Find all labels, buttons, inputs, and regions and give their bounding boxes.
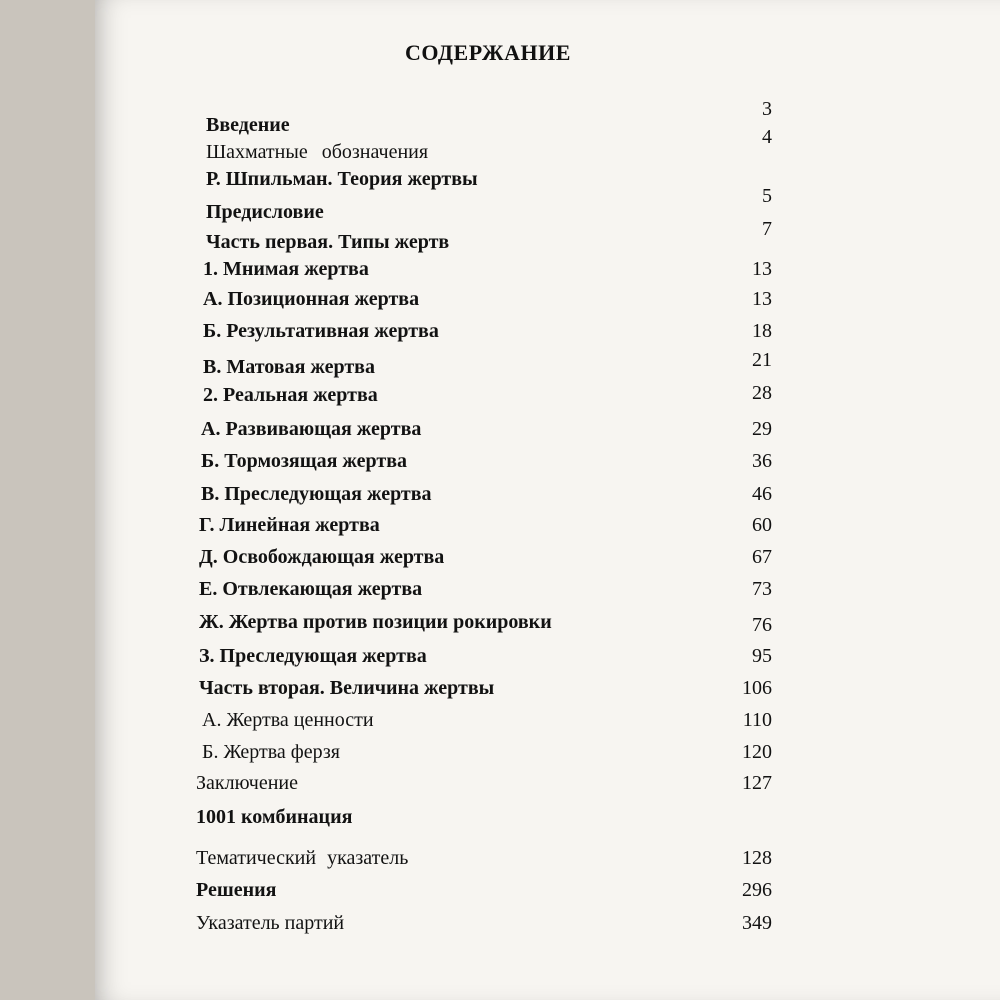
toc-entry <box>95 258 1000 288</box>
toc-entry <box>95 114 1000 148</box>
toc-entry <box>95 231 1000 261</box>
toc-entry <box>95 320 1000 350</box>
toc-entry-label: Б. Жертва ферзя <box>202 741 340 763</box>
toc-entry-page: 13 <box>752 288 772 310</box>
toc-entry <box>95 912 1000 942</box>
toc-entry-label: Часть первая. Типы жертв <box>206 231 450 253</box>
toc-entry-page: 76 <box>752 614 772 636</box>
toc-entry-page: 3 <box>762 98 772 120</box>
book-page <box>95 0 1000 1000</box>
toc-entry-label: Р. Шпильман. Теория жертвы <box>206 168 478 190</box>
toc-entry <box>95 418 1000 448</box>
toc-entry-page: 7 <box>762 218 772 240</box>
toc-entry <box>95 709 1000 739</box>
toc-entry <box>95 483 1000 513</box>
toc-entry <box>95 806 1000 836</box>
toc-entry <box>95 546 1000 576</box>
toc-entry-label: 2. Реальная жертва <box>203 384 378 406</box>
toc-entry-page: 296 <box>742 879 772 901</box>
toc-entry <box>95 351 1000 381</box>
toc-entry-page: 21 <box>752 349 772 371</box>
toc-entry-page: 29 <box>752 418 772 440</box>
toc-entry-label: В. Матовая жертва <box>203 356 375 378</box>
toc-entry-label: Б. Результативная жертва <box>203 320 439 342</box>
toc-entry-label: Г. Линейная жертва <box>199 514 380 536</box>
toc-entry-label: Заключение <box>196 772 298 794</box>
toc-entry-label: Е. Отвлекающая жертва <box>199 578 423 600</box>
toc-entry-label: 1001 комбинация <box>196 806 353 828</box>
toc-entry <box>95 578 1000 608</box>
toc-entry-page: 46 <box>752 483 772 505</box>
toc-entry-page: 128 <box>742 847 772 869</box>
toc-entry-label: Решения <box>196 879 277 901</box>
toc-entry-label: З. Преследующая жертва <box>199 645 427 667</box>
toc-entry-page: 60 <box>752 514 772 536</box>
toc-entry-page: 95 <box>752 645 772 667</box>
toc-entry <box>95 879 1000 909</box>
toc-entry-label: Ж. Жертва против позиции рокировки <box>199 611 552 633</box>
page-title: СОДЕРЖАНИЕ <box>405 40 571 65</box>
toc-entry-label: Часть вторая. Величина жертвы <box>199 677 495 699</box>
toc-entry-page: 28 <box>752 382 772 404</box>
toc-entry <box>95 450 1000 480</box>
toc-entry-label: А. Развивающая жертва <box>201 418 422 440</box>
toc-entry-label: Шахматные обозначения <box>206 141 429 163</box>
toc-entry <box>95 288 1000 318</box>
toc-entry-page: 67 <box>752 546 772 568</box>
toc-entry <box>95 384 1000 414</box>
toc-entry <box>95 741 1000 771</box>
toc-entry-label: В. Преследующая жертва <box>201 483 432 505</box>
toc-entry-label: Тематический указатель <box>196 847 409 869</box>
toc-entry-page: 106 <box>742 677 772 699</box>
toc-entry-page: 127 <box>742 772 772 794</box>
toc-entry <box>95 847 1000 877</box>
toc-entry-page: 110 <box>742 709 772 731</box>
toc-entry-label: Б. Тормозящая жертва <box>201 450 408 472</box>
toc-entry-label: Введение <box>206 114 290 136</box>
toc-entry-page: 73 <box>752 578 772 600</box>
toc-entry-label: А. Жертва ценности <box>202 709 374 731</box>
toc-entry-label: Предисловие <box>206 201 324 223</box>
toc-entry-label: 1. Мнимая жертва <box>203 258 369 280</box>
toc-entry <box>95 677 1000 707</box>
toc-entry-page: 120 <box>742 741 772 763</box>
toc-entry <box>95 514 1000 544</box>
toc-entry <box>95 611 1000 641</box>
toc-entry-page: 13 <box>752 258 772 280</box>
table-of-contents <box>95 0 1000 1000</box>
toc-entry <box>95 772 1000 802</box>
toc-entry <box>95 141 1000 171</box>
toc-entry-label: Указатель партий <box>196 912 345 934</box>
toc-entry-page: 4 <box>762 126 772 148</box>
toc-entry <box>95 645 1000 675</box>
toc-entry-page: 5 <box>762 185 772 207</box>
toc-entry-label: Д. Освобождающая жертва <box>199 546 445 568</box>
toc-entry-page: 349 <box>742 912 772 934</box>
toc-entry-label: А. Позиционная жертва <box>203 288 420 310</box>
toc-entry-page: 18 <box>752 320 772 342</box>
toc-entry-page: 36 <box>752 450 772 472</box>
